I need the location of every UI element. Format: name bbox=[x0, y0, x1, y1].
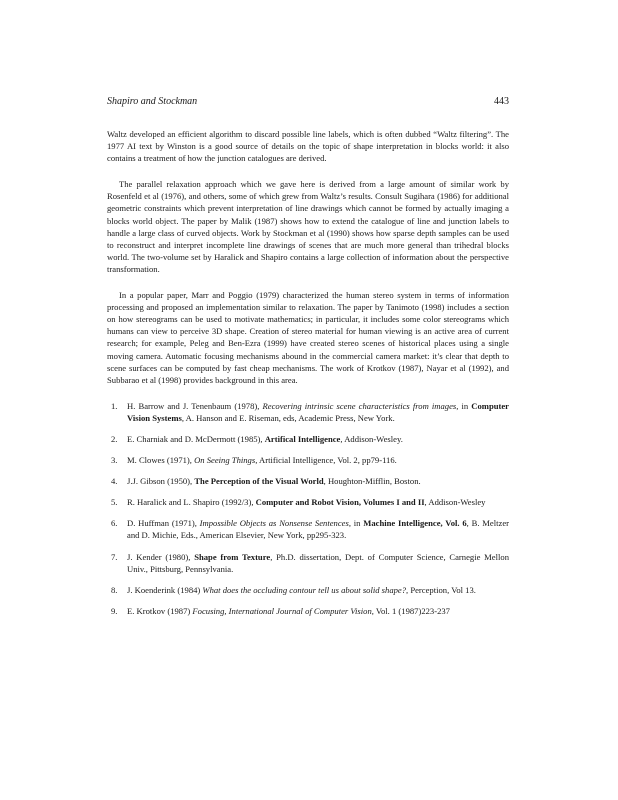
page-number: 443 bbox=[494, 96, 509, 107]
reference-item bbox=[107, 605, 509, 617]
reference-authors: M. Clowes (1971), bbox=[127, 455, 195, 466]
reference-item bbox=[107, 496, 509, 508]
reference-item bbox=[107, 454, 509, 466]
reference-authors: J. Kender (1980), bbox=[127, 551, 195, 562]
reference-item bbox=[107, 475, 509, 487]
reference-number: 5. bbox=[111, 497, 118, 508]
reference-title: Recovering intrinsic scene characteristics from images bbox=[262, 400, 457, 411]
reference-item bbox=[107, 433, 509, 445]
reference-mid: , Perception, Vol 13. bbox=[406, 584, 476, 595]
reference-number: 2. bbox=[111, 433, 118, 444]
reference-book: Shape from Texture bbox=[194, 551, 271, 562]
reference-book: The Perception of the Visual World bbox=[194, 476, 324, 487]
reference-details: , B. Meltzer and D. Michie, Eds., American Elsevier, New York, pp295-323. bbox=[127, 518, 509, 541]
paragraph-waltz: Waltz developed an efficient algorithm to discard possible line labels, which is often dubbed “Waltz filtering”. The 1977 AI text by Winston is a good source of details on the topic of shape interpretation in blocks world: it also contains a treatment of how the junction catalogues are derived. bbox=[107, 129, 509, 164]
reference-authors: H. Barrow and J. Tenenbaum (1978), bbox=[127, 400, 263, 411]
reference-item bbox=[107, 517, 509, 541]
reference-book: Machine Intelligence, Vol. 6 bbox=[363, 518, 467, 529]
reference-authors: J. Koenderink (1984) bbox=[127, 584, 203, 595]
reference-authors: E. Krotkov (1987) bbox=[127, 605, 193, 616]
reference-details: , Houghton-Mifflin, Boston. bbox=[323, 476, 421, 487]
page bbox=[107, 96, 509, 626]
reference-title: Impossible Objects as Nonsense Sentences bbox=[199, 518, 349, 529]
reference-book: Computer and Robot Vision, Volumes I and II bbox=[255, 497, 425, 508]
reference-number: 3. bbox=[111, 455, 118, 466]
reference-list bbox=[107, 400, 509, 617]
reference-item bbox=[107, 551, 509, 575]
reference-details: , A. Hanson and E. Riseman, eds, Academic Press, New York. bbox=[181, 412, 395, 423]
reference-book: Artifical Intelligence bbox=[264, 433, 341, 444]
reference-authors: R. Haralick and L. Shapiro (1992/3), bbox=[127, 497, 256, 508]
reference-number: 7. bbox=[111, 551, 118, 562]
reference-mid: , in bbox=[456, 400, 472, 411]
reference-item bbox=[107, 584, 509, 596]
paragraph-stereo: In a popular paper, Marr and Poggio (1979) characterized the human stereo system in terms of information processing and proposed an implementation similar to relaxation. The paper by Tanimoto (1998) includes a section on how stereograms can be used to motivate mathematics; in particular, it includes some color stereograms which humans can view to perceive 3D shape. Creation of stereo material for human viewing is an active area of current research; for example, Peleg and Ben-Ezra (1999) have created stereo scenes of historical places using a single moving camera. Automatic focusing mechanisms abound in the commercial camera market: it’s clear that depth to scene surfaces can be computed by fast cheap mechanisms. The work of Krotkov (1987), Nayar et al (1992), and Subbarao et al (1998) provides background in this area. bbox=[107, 290, 509, 385]
paragraph-relaxation: The parallel relaxation approach which we gave here is derived from a large amount of similar work by Rosenfeld et al (1976), and others, some of which grew from Waltz’s results. Consult Sugihara (1986) for additional geometric constraints which prevent interpretation of line drawings which cannot be formed by actually imaging a blocks world object. The paper by Malik (1987) shows how to extend the catalogue of line and junction labels to handle a large class of curved objects. Work by Stockman et al (1990) shows how sparse depth samples can be used to reconstruct and interpret incomplete line drawings of scenes that are much more general than trihedral blocks world. The two-volume set by Haralick and Shapiro contains a large collection of information about the perspective transformation. bbox=[107, 179, 509, 274]
reference-authors: J.J. Gibson (1950), bbox=[127, 476, 195, 487]
reference-number: 9. bbox=[111, 605, 118, 616]
reference-mid: , Vol. 1 (1987)223-237 bbox=[371, 605, 450, 616]
reference-number: 1. bbox=[111, 400, 118, 411]
running-head-author: Shapiro and Stockman bbox=[107, 96, 198, 107]
reference-number: 6. bbox=[111, 518, 118, 529]
reference-book: Computer Vision Systems bbox=[127, 400, 509, 423]
reference-authors: E. Charniak and D. McDermott (1985), bbox=[127, 433, 265, 444]
reference-number: 4. bbox=[111, 476, 118, 487]
reference-number: 8. bbox=[111, 584, 118, 595]
reference-authors: D. Huffman (1971), bbox=[127, 518, 200, 529]
reference-mid: , in bbox=[348, 518, 364, 529]
running-header bbox=[107, 96, 509, 108]
reference-title: Focusing, International Journal of Computer Vision bbox=[192, 605, 372, 616]
reference-details: , Addison-Wesley. bbox=[340, 433, 403, 444]
reference-title: What does the occluding contour tell us about solid shape? bbox=[202, 584, 407, 595]
reference-item bbox=[107, 400, 509, 424]
reference-title: On Seeing Things bbox=[194, 455, 256, 466]
reference-details: , Ph.D. dissertation, Dept. of Computer Science, Carnegie Mellon Univ., Pittsburg, Pennsylvania. bbox=[127, 551, 509, 574]
reference-details: , Addison-Wesley bbox=[424, 497, 486, 508]
reference-mid: , Artificial Intelligence, Vol. 2, pp79-116. bbox=[255, 455, 397, 466]
